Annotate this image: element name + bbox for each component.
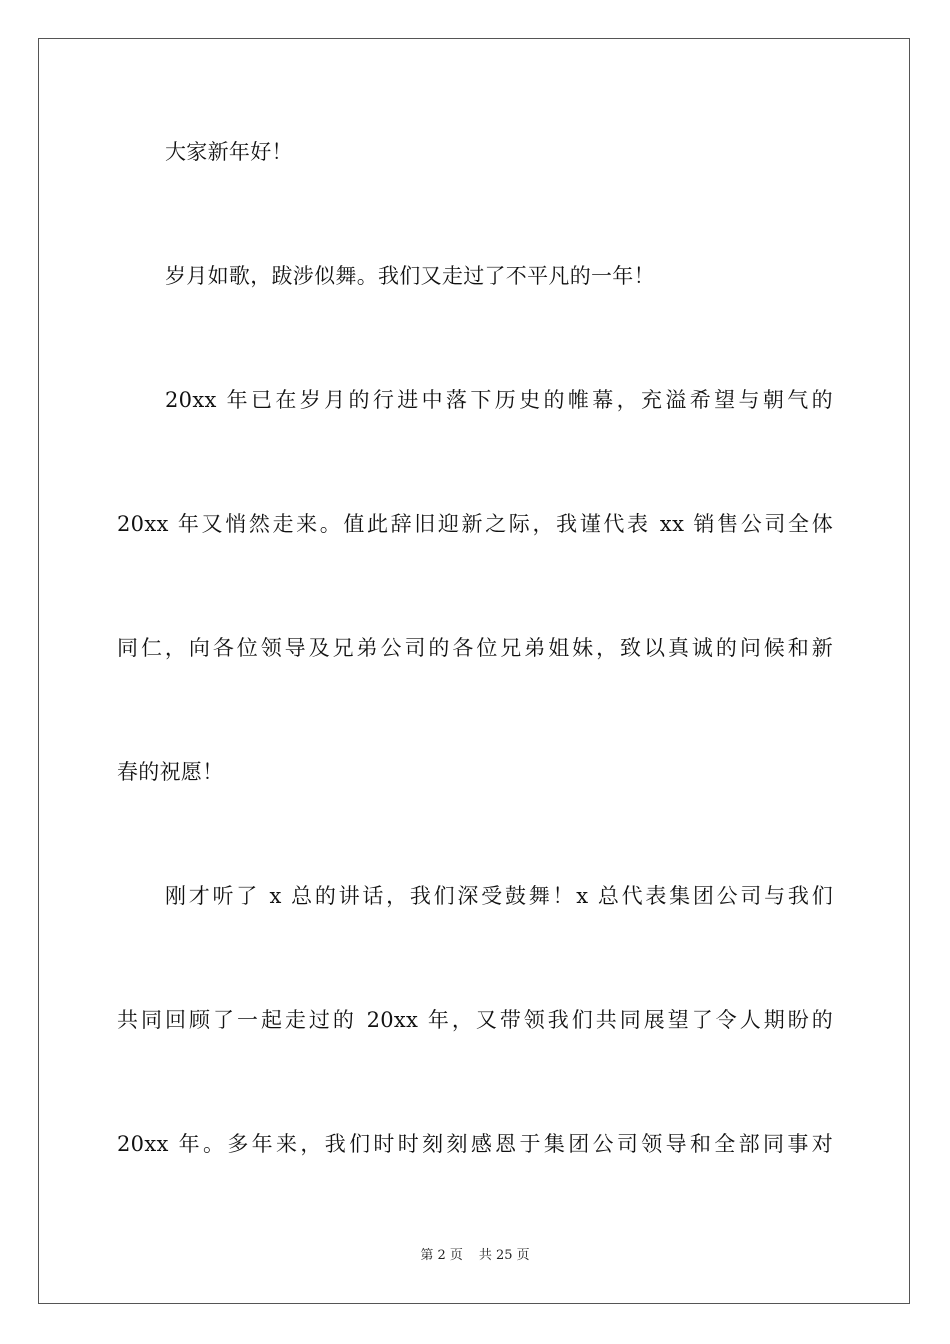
page-total: 共 25 页 [478,1248,530,1263]
page-footer [0,1246,950,1266]
paragraph-line: 岁月如歌，跋涉似舞。我们又走过了不平凡的一年！ [165,264,655,288]
paragraph-line: 20xx 年已在岁月的行进中落下历史的帷幕，充溢希望与朝气的 [165,388,833,412]
paragraph-line: 同仁，向各位领导及兄弟公司的各位兄弟姐妹，致以真诚的问候和新 [117,636,833,660]
paragraph-line: 大家新年好！ [165,140,293,164]
paragraph-line: 刚才听了 x 总的讲话，我们深受鼓舞！x 总代表集团公司与我们 [165,884,833,908]
paragraph-line: 春的祝愿！ [117,760,224,784]
paragraph-line: 共同回顾了一起走过的 20xx 年，又带领我们共同展望了令人期盼的 [117,1008,833,1032]
paragraph-line: 20xx 年。多年来，我们时时刻刻感恩于集团公司领导和全部同事对 [117,1132,833,1156]
page-number: 第 2 页 [420,1248,463,1263]
paragraph-line: 20xx 年又悄然走来。值此辞旧迎新之际，我谨代表 xx 销售公司全体 [117,512,833,536]
page-border [38,38,910,1304]
